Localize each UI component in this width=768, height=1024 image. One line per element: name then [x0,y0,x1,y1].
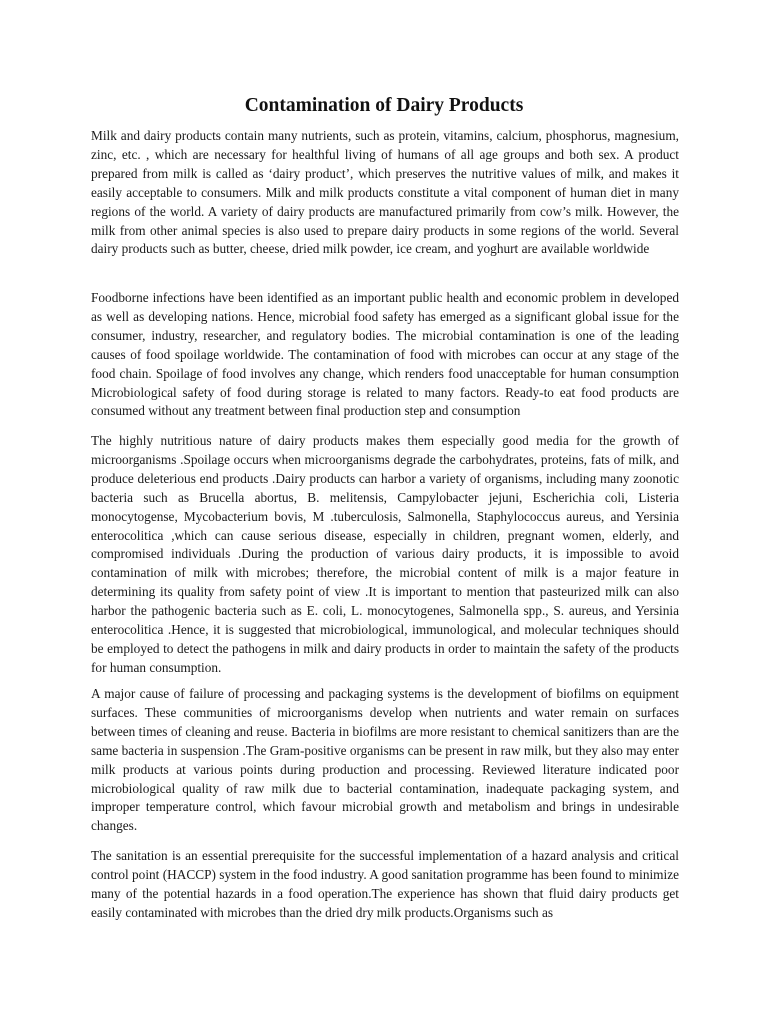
paragraph-nutrients: Milk and dairy products contain many nutrients, such as protein, vitamins, calcium, phosphorus, magnesium, zinc, etc. , which are necessary for healthful living of humans of all age groups and both sex. A product prepared from milk is called as ‘dairy product’, which preserves the nutritive values of milk, and makes it easily acceptable to consumers. Milk and milk products constitute a vital component of human diet in many regions of the world. A variety of dairy products are manufactured primarily from cow’s milk. However, the milk from other animal species is also used to prepare dairy products in some regions of the world. Several dairy products such as butter, cheese, dried milk powder, ice cream, and yoghurt are available worldwide [91,128,679,257]
paragraph-sanitation: The sanitation is an essential prerequisite for the successful implementation of a hazard analysis and critical control point (HACCP) system in the food industry. A good sanitation programme has been found to minimize many of the potential hazards in a food operation.The experience has shown that fluid dairy products get easily contaminated with microbes than the dried dry milk products.Organisms such as [91,848,679,920]
paragraph-foodborne-infections: Foodborne infections have been identified as an important public health and economic problem in developed as well as developing nations. Hence, microbial food safety has emerged as a significant global issue for the consumer, industry, researcher, and regulatory bodies. The microbial contamination is one of the leading causes of food spoilage worldwide. The contamination of food with microbes can occur at any stage of the food chain. Spoilage of food involves any change, which renders food unacceptable for human consumption Microbiological safety of food during storage is related to many factors. Ready-to eat food products are consumed without any treatment between final production step and consumption [91,290,679,419]
paragraph-spoilage-pathogens: The highly nutritious nature of dairy products makes them especially good media for the growth of microorganisms .Spoilage occurs when microorganisms degrade the carbohydrates, proteins, fats of milk, and produce deleterious end products .Dairy products can harbor a variety of organisms, including many zoonotic bacteria such as Brucella abortus, B. melitensis, Campylobacter jejuni, Escherichia coli, Listeria monocytogense, Mycobacterium bovis, M .tuberculosis, Salmonella, Staphylococcus aureus, and Yersinia enterocolitica ,which can cause serious disease, especially in children, pregnant women, elderly, and compromised individuals .During the production of various dairy products, it is impossible to avoid contamination of milk with microbes; therefore, the microbial content of milk is a major feature in determining its quality from safety point of view .It is important to mention that pasteurized milk can also harbor the pathogenic bacteria such as E. coli, L. monocytogenes, Salmonella spp., S. aureus, and Yersinia enterocolitica .Hence, it is suggested that microbiological, immunological, and molecular techniques should be employed to detect the pathogens in milk and dairy products in order to maintain the safety of the products for human consumption. [91,433,679,675]
paragraph-biofilms: A major cause of failure of processing and packaging systems is the development of biofilms on equipment surfaces. These communities of microorganisms develop when nutrients and water remain on surfaces between times of cleaning and reuse. Bacteria in biofilms are more resistant to chemical sanitizers than are the same bacteria in suspension .The Gram-positive organisms can be present in raw milk, but they also may enter milk products at various points during production and processing. Reviewed literature indicated poor microbiological quality of raw milk due to bacterial contamination, inadequate packaging system, and improper temperature control, which favour microbial growth and metabolism and brings in undesirable changes. [91,686,679,834]
page-title: Contamination of Dairy Products [244,95,524,116]
